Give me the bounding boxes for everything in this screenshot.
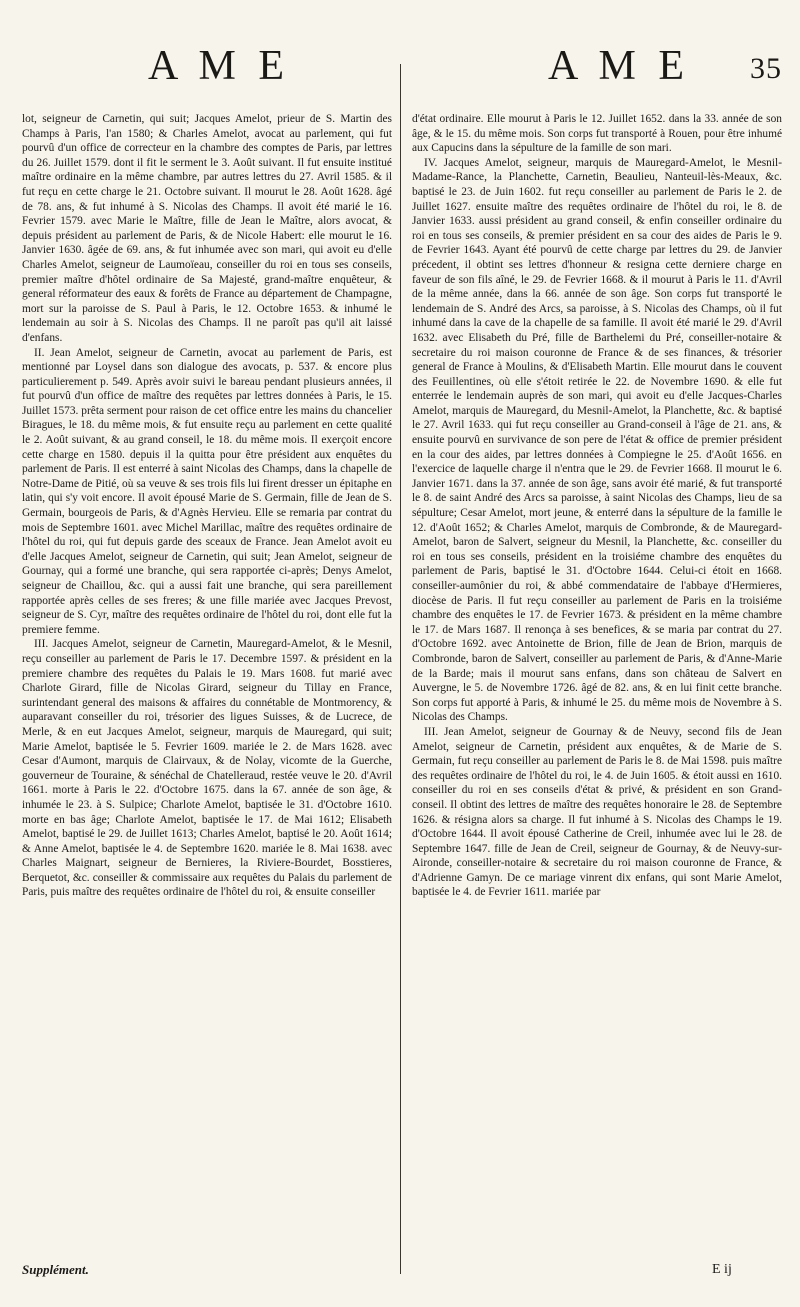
left-column <box>22 112 392 1262</box>
footer-supplement: Supplément. <box>22 1262 89 1277</box>
page-number: 35 <box>750 52 782 85</box>
left-paragraph-3: III. Jacques Amelot, seigneur de Carnetin, Mauregard-Amelot, & le Mesnil, reçu conseiller au parlement de Paris le 17. Decembre 1597. & président en la premiere chambre des requêtes du Palais le 19. Mars 1608. fut marié avec Charlote Girard, fille de Nicolas Girard, seigneur du Tillay en France, surintendant general des maisons & affaires du connétable de Montmorency, & auparavant conseiller du roi, trésorier des ligues Suisses, & de Lucrece, de Merle, & en eut Jacques Amelot, seigneur, marquis de Mauregard, qui suit; Marie Amelot, baptisée le 5. Fevrier 1609. mariée le 2. de Mars 1628. avec Cesar d'Aumont, marquis de Clairvaux, & de Nolay, vicomte de la Guerche, gouverneur de Touraine, & sénéchal de Chatelleraud, restée veuve le 20. d'Avril 1661. morte à Paris le 22. d'Octobre 1675. dans la 67. année de son âge, & inhumée le 23. à S. Sulpice; Charlote Amelot, baptisée le 31. d'Octobre 1610. morte en bas âge; Charlote Amelot, baptisée le 17. de Mai 1612; Elisabeth Amelot, baptisé le 29. de Juillet 1613; Charles Amelot, baptisé le 20. Août 1614; & Anne Amelot, baptisée le 4. de Septembre 1620. mariée le 8. Mai 1638. avec Charles Maignart, seigneur de Bernieres, la Riviere-Bourdet, Bosstieres, Berquetot, &c. conseiller & commissaire aux requêtes du Palais du parlement de Paris, puis maître des requêtes ordinaire de l'hôtel du roi, & ensuite conseiller <box>22 638 392 899</box>
right-paragraph-3: III. Jean Amelot, seigneur de Gournay & de Neuvy, second fils de Jean Amelot, seigneur de Carnetin, président aux enquêtes, & de Marie de S. Germain, fut reçu conseiller au parlement de Paris le 8. de Mai 1598. puis maître des requêtes ordinaire de l'hôtel du roi, le 4. de Juin 1605. & étoit aussi en 1610. conseiller du roi en ses conseils d'état & privé, & président en son Grand-conseil. Il obtint des lettres de maître des requêtes honoraire le 28. de Septembre 1626. & résigna alors sa charge. Il fut inhumé à S. Nicolas des Champs le 19. d'Octobre 1644. Il avoit épousé Catherine de Creil, inhumée avec lui le 28. de Septembre 1647. fille de Jean de Creil, seigneur de Gournay, & de Neuvy-sur-Aironde, conseiller-notaire & secretaire du roi maison couronne de France, & d'Adrienne Gamyn. De ce mariage vinrent dix enfans, qui sont Marie Amelot, baptisée le 4. de Fevrier 1611. mariée par <box>412 725 782 899</box>
column-divider <box>400 64 401 1274</box>
left-paragraph-1: lot, seigneur de Carnetin, qui suit; Jacques Amelot, prieur de S. Martin des Champs à Paris, l'an 1580; & Charles Amelot, avocat au parlement, qui fut pourvû d'un office de correcteur en la chambre des comptes de Paris, par lettres du 26. Juillet 1579. dont il fit le serment le 3. Août suivant. Il fut ensuite institué maître ordinaire en la même chambre, par autres lettres du 27. Avril 1585. & il fut reçu en cette charge le 21. Octobre suivant. Il mourut le 28. Août 1628. âgé de 78. ans, & fut inhumé à S. Nicolas des Champs. Il avoit été marié le 16. Fevrier 1579. avec Marie le Maître, fille de Jean le Maître, alors avocat, & depuis président au parlement de Paris, & de Nicole Habert: elle mourut le 16. Janvier 1630. âgée de 69. ans, & fut inhumée avec son mari, qui avoit eu d'elle Charles Amelot, seigneur de Laumoïeau, conseiller du roi en tous ses conseils, premier maître d'hôtel ordinaire de Sa Majesté, grand-maître enquêteur, & general réformateur des eaux & forêts de France au département de Champagne, mort sur la paroisse de S. Paul à Paris, le 12. Octobre 1653. & inhumé le lendemain au soir à S. Nicolas des Champs. Il ne paroît pas qu'il ait laissé d'enfans. <box>22 113 392 344</box>
right-column <box>412 112 782 1262</box>
right-paragraph-1: d'état ordinaire. Elle mourut à Paris le 12. Juillet 1652. dans la 33. année de son âge, & le 15. du même mois. Son corps fut transporté à Rouen, pour être inhumé aux Capucins dans la sépulture de la famille de son mari. <box>412 113 782 155</box>
header-right-title: A M E <box>548 43 691 89</box>
footer-signature-mark: E ij <box>712 1262 732 1277</box>
header-left-title: A M E <box>148 43 291 89</box>
right-paragraph-2: IV. Jacques Amelot, seigneur, marquis de Mauregard-Amelot, le Mesnil-Madame-Rance, la Planchette, Carnetin, Beaulieu, Nanteuil-lès-Meaux, &c. baptisé le 23. de Juin 1602. fut reçu conseiller au parlement de Paris le 2. de Juillet 1627. ensuite maître des requêtes ordinaire de l'hôtel du roi, le 8. de Janvier 1633. aussi président au grand conseil, & enfin conseiller ordinaire du roi en tous ses conseils, & premier président en sa cour des aides de Paris le 9. de Fevrier 1643. Ayant été pourvû de cette charge par lettres du 29. de Janvier précedent, il obtint ses lettres d'honneur & resigna cette derniere charge en faveur de son fils aîné, le 29. de Fevrier 1668. & il mourut à Paris le 11. d'Avril de la même année, dans la 66. année de son âge. Son corps fut transporté le lendemain de S. André des Arcs, sa paroisse, à S. Nicolas des Champs, où il fut inhumé dans la cave de la chapelle de sa famille. Il avoit été marié le 29. d'Avril 1632. avec Elisabeth du Pré, fille de Barthelemi du Pré, conseiller-notaire & secretaire du roi maison couronne de France & de ses finances, & trésorier general de France à Moulins, & d'Elisabeth Martin. Elle mourut dans le couvent des Feuillentines, où elle s'étoit retirée le 22. de Novembre 1690. & elle fut enterrée le lendemain auprès de son mari, qui avoit eu d'elle Jacques-Charles Amelot, marquis de Mauregard, du Mesnil-Amelot, la Planchette, &c. & baptisé le 27. Avril 1633. qui fut reçu conseiller au Grand-conseil à l'âge de 21. ans, & ensuite pourvû en survivance de son pere de l'état & office de premier président en la cour des aides, par lettres données à Compiegne le 25. d'Août 1656. en l'exercice de laquelle charge il n'entra que le 29. de Fevrier 1668. Il mourut le 6. Janvier 1671. dans la 37. année de son âge, sans avoir été marié, & fut transporté le 8. de saint André des Arcs sa paroisse, à saint Nicolas des Champs, lieu de sa sépulture; Cesar Amelot, mort jeune, & enterré dans la sépulture de la famille le 12. d'Août 1652; & Charles Amelot, marquis de Combronde, & de Mauregard-Amelot, baron de Salvert, seigneur du Mesnil, la Planchette, &c. conseiller du roi en tous ses conseils, président en la troisiéme chambre des enquêtes du parlement de Paris, baptisé le 31. d'Octobre 1644. Celui-ci étoit en 1668. conseiller-aumônier du roi, & abbé commendataire de l'abbaye d'Hermieres, diocèse de Paris. Il fut reçu conseiller au parlement de Paris en la troisiéme chambre des enquêtes le 17. de Fevrier 1673. & président en la même chambre le 17. de Mars 1687. Il renonça à ses benefices, & se maria par contrat du 27. d'Octobre 1692. avec Antoinette de Brion, fille de Jean de Brion, marquis de Combronde, baron de Salvert, conseiller au parlement de Paris, & d'Anne-Marie de la Barde; mais il mourut sans enfans, dans son château de Salvert en Auvergne, le 5. de Novembre 1726. âgé de 82. ans, & en lui finit cette branche. Son corps fut apporté à Paris, & inhumé le 25. du même mois de Novembre à S. Nicolas des Champs. <box>412 156 782 724</box>
left-paragraph-2: II. Jean Amelot, seigneur de Carnetin, avocat au parlement de Paris, est mentionné par Loysel dans son dialogue des avocats, p. 537. & encore plus particulierement p. 549. Après avoir suivi le bareau pendant plusieurs années, il fut pourvû d'un office de maître des requêtes par lettres données à Paris, le 15. Juillet 1573. prêta serment pour raison de cet office entre les mains du chancelier Biragues, le 18. du même mois, & fut ensuite reçu au parlement en cette qualité le 2. Août suivant, & au grand conseil, le 18. du même mois. Il exerçoit encore cette charge en 1580. depuis il la quitta pour être président aux enquêtes du parlement de Paris. Il est enterré à saint Nicolas des Champs, dans la chapelle de Notre-Dame de Pitié, où sa veuve & ses trois fils lui firent dresser un épitaphe en latin, qui s'y voit encore. Il avoit épousé Marie de S. Germain, fille de Jean de S. Germain, bourgeois de Paris, & d'Agnès Hervieu. Elle se remaria par contrat du mois de Septembre 1601. avec Michel Marillac, maître des requêtes ordinaire de l'hôtel du roi, qui fut depuis garde des sceaux de France. Jean Amelot avoit eu d'elle Jacques Amelot, seigneur de Carnetin, qui suit; Jean Amelot, seigneur de Gournay, qui a formé une branche, qui sera rapportée ci-après; Denys Amelot, seigneur de Chaillou, &c. qui a aussi fait une branche, qui sera pareillement rapportée après celles de ses freres; & une fille mariée avec Jacques Prevost, seigneur de S. Cyr, maître des requêtes ordinaire de l'hôtel du roi, dont elle fut la premiere femme. <box>22 346 392 636</box>
